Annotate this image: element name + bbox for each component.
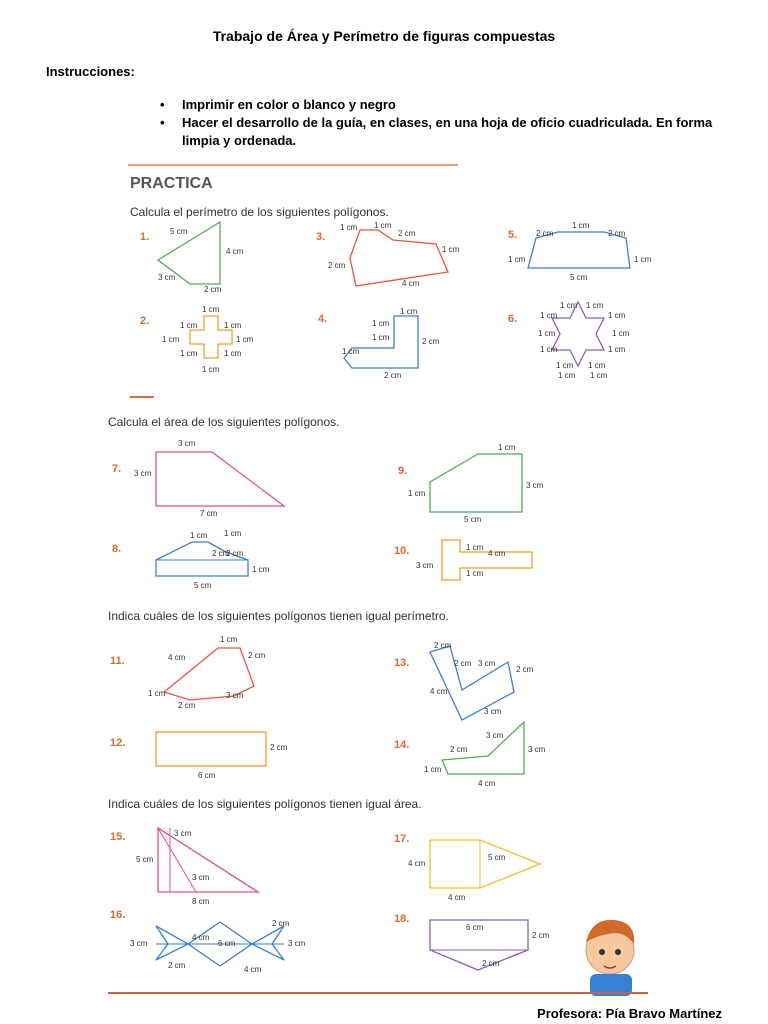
problem-number: 8. <box>112 543 122 555</box>
measure-label: 4 cm <box>430 687 448 696</box>
measure-label: 4 cm <box>226 247 244 256</box>
measure-label: 1 cm <box>148 689 166 698</box>
measure-label: 1 cm <box>252 565 270 574</box>
section-heading-equal-perimeter: Indica cuáles de los siguientes polígonos tienen igual perímetro. <box>108 609 449 623</box>
measure-label: 4 cm <box>192 933 210 942</box>
problem-number: 6. <box>508 313 518 325</box>
problem-number: 10. <box>394 545 410 557</box>
section-heading-perimeter: Calcula el perímetro de los siguientes polígonos. <box>130 205 389 219</box>
measure-label: 2 cm <box>422 337 440 346</box>
measure-label: 8 cm <box>192 897 210 906</box>
problem-number: 15. <box>110 831 126 843</box>
measure-label: 4 cm <box>488 549 506 558</box>
measure-label: 1 cm <box>180 321 198 330</box>
measure-label: 3 cm <box>416 561 434 570</box>
instruction-item: • Hacer el desarrollo de la guía, en clases, en una hoja de oficio cuadriculada. En forma limpia y ordenada. <box>160 114 730 150</box>
problem-number: 2. <box>140 315 150 327</box>
measure-label: 1 cm <box>498 443 516 452</box>
problem-number: 17. <box>394 833 410 845</box>
measure-label: 3 cm <box>486 731 504 740</box>
measure-label: 1 cm <box>612 329 630 338</box>
measure-label: 2 cm <box>226 549 244 558</box>
problem-number: 3. <box>316 231 326 243</box>
measure-label: 2 cm <box>398 229 416 238</box>
measure-label: 1 cm <box>508 255 526 264</box>
measure-label: 1 cm <box>342 347 360 356</box>
problem-number: 5. <box>508 229 518 241</box>
measure-label: 3 cm <box>178 439 196 448</box>
boy-illustration <box>586 920 634 996</box>
measure-label: 2 cm <box>482 959 500 968</box>
measure-label: 1 cm <box>466 569 484 578</box>
measure-label: 6 cm <box>198 771 216 780</box>
measure-label: 1 cm <box>224 349 242 358</box>
measure-label: 2 cm <box>532 931 550 940</box>
page-title: Trabajo de Área y Perímetro de figuras compuestas <box>212 28 556 44</box>
problem-number: 11. <box>110 655 125 667</box>
measure-label: 1 cm <box>180 349 198 358</box>
measure-label: 5 cm <box>488 853 506 862</box>
measure-label: 4 cm <box>402 279 420 288</box>
measure-label: 3 cm <box>478 659 496 668</box>
measure-label: 1 cm <box>372 333 390 342</box>
measure-label: 1 cm <box>588 361 606 370</box>
measure-label: 1 cm <box>374 221 392 230</box>
measure-label: 5 cm <box>194 581 212 590</box>
measure-label: 1 cm <box>224 529 242 538</box>
measure-label: 1 cm <box>466 543 484 552</box>
measure-label: 1 cm <box>224 321 242 330</box>
measure-label: 1 cm <box>558 371 576 380</box>
measure-label: 3 cm <box>526 481 544 490</box>
measure-label: 1 cm <box>424 765 442 774</box>
measure-label: 2 cm <box>454 659 472 668</box>
measure-label: 4 cm <box>168 653 186 662</box>
problem-number: 12. <box>110 737 126 749</box>
measure-label: 2 cm <box>434 641 452 650</box>
measure-label: 4 cm <box>478 779 496 788</box>
measure-label: 2 cm <box>328 261 346 270</box>
teacher-signature: Profesora: Pía Bravo Martínez <box>537 1006 722 1021</box>
measure-label: 2 cm <box>248 651 266 660</box>
measure-label: 2 cm <box>168 961 186 970</box>
measure-label: 1 cm <box>408 489 426 498</box>
measure-label: 6 cm <box>466 923 484 932</box>
worksheet-image <box>108 160 652 1000</box>
measure-label: 6 cm <box>218 939 236 948</box>
measure-label: 3 cm <box>134 469 152 478</box>
measure-label: 7 cm <box>200 509 218 518</box>
measure-label: 4 cm <box>448 893 466 902</box>
practica-title: PRACTICA <box>130 175 213 192</box>
measure-label: 1 cm <box>236 335 254 344</box>
measure-label: 4 cm <box>244 965 262 974</box>
measure-label: 2 cm <box>608 229 626 238</box>
measure-label: 2 cm <box>270 743 288 752</box>
problem-number: 18. <box>394 913 410 925</box>
measure-label: 1 cm <box>634 255 652 264</box>
problem-number: 13. <box>394 657 410 669</box>
problem-number: 9. <box>398 465 408 477</box>
measure-label: 5 cm <box>136 855 154 864</box>
measure-label: 5 cm <box>464 515 482 524</box>
measure-label: 1 cm <box>608 311 626 320</box>
measure-label: 2 cm <box>212 549 230 558</box>
problem-number: 7. <box>112 463 122 475</box>
measure-label: 3 cm <box>528 745 546 754</box>
measure-label: 1 cm <box>560 301 578 310</box>
measure-label: 1 cm <box>190 531 208 540</box>
problem-number: 16. <box>110 909 126 921</box>
measure-label: 3 cm <box>226 691 244 700</box>
measure-label: 1 cm <box>608 345 626 354</box>
measure-label: 1 cm <box>572 221 590 230</box>
measure-label: 1 cm <box>442 245 460 254</box>
measure-label: 3 cm <box>130 939 148 948</box>
measure-label: 2 cm <box>384 371 402 380</box>
measure-label: 1 cm <box>162 335 180 344</box>
measure-label: 3 cm <box>174 829 192 838</box>
section-heading-equal-area: Indica cuáles de los siguientes polígonos tienen igual área. <box>108 797 422 811</box>
measure-label: 3 cm <box>484 707 502 716</box>
measure-label: 2 cm <box>536 229 554 238</box>
measure-label: 3 cm <box>158 273 176 282</box>
measure-label: 3 cm <box>192 873 210 882</box>
measure-label: 1 cm <box>590 371 608 380</box>
measure-label: 5 cm <box>170 227 188 236</box>
measure-label: 1 cm <box>586 301 604 310</box>
problem-number: 1. <box>140 231 150 243</box>
measure-label: 1 cm <box>340 223 358 232</box>
instruction-item: • Imprimir en color o blanco y negro <box>160 96 730 114</box>
problem-number: 14. <box>394 739 410 751</box>
measure-label: 1 cm <box>202 365 220 374</box>
measure-label: 1 cm <box>540 345 558 354</box>
measure-label: 1 cm <box>540 311 558 320</box>
measure-label: 2 cm <box>516 665 534 674</box>
measure-label: 2 cm <box>450 745 468 754</box>
measure-label: 2 cm <box>272 919 290 928</box>
problem-number: 4. <box>318 313 328 325</box>
section-heading-area: Calcula el área de los siguientes polígonos. <box>108 415 340 429</box>
measure-label: 1 cm <box>400 307 418 316</box>
measure-label: 1 cm <box>202 305 220 314</box>
measure-label: 1 cm <box>372 319 390 328</box>
measure-label: 5 cm <box>570 273 588 282</box>
measure-label: 4 cm <box>408 859 426 868</box>
measure-label: 1 cm <box>538 329 556 338</box>
measure-label: 1 cm <box>220 635 238 644</box>
instructions-list <box>160 96 730 150</box>
measure-label: 2 cm <box>204 285 222 294</box>
measure-label: 3 cm <box>288 939 306 948</box>
measure-label: 2 cm <box>178 701 196 710</box>
measure-label: 1 cm <box>556 361 574 370</box>
instructions-label: Instrucciones: <box>46 64 135 79</box>
